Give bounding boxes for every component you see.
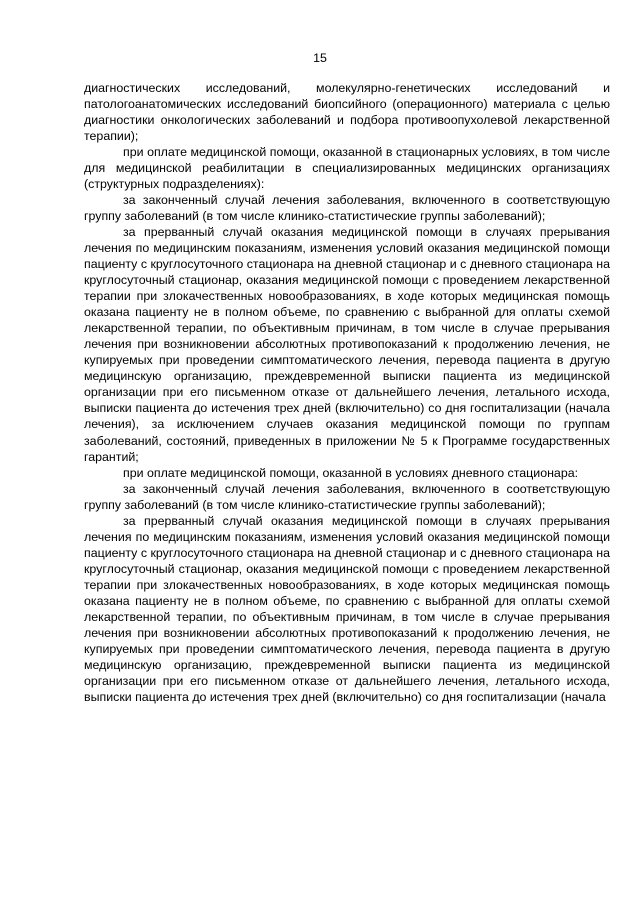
paragraph-inpatient-interrupted-case: за прерванный случай оказания медицинской помощи в случаях прерывания лечения по медицинским показаниям, изменения условий оказания медицинской помощи пациенту с круглосуточного стационара на дневной стационар и с дневного стационара на круглосуточный стационар, оказания медицинской помощи с проведением лекарственной терапии при злокачественных новообразованиях, в ходе которых медицинская помощь оказана пациенту не в полном объеме, по сравнению с выбранной для оплаты схемой лекарственной терапии, по объективным причинам, в том числе в случае прерывания лечения при возникновении абсолютных противопоказаний к продолжению лечения, не купируемых при проведении симптоматического лечения, перевода пациента в другую медицинскую организацию, преждевременной выписки пациента из медицинской организации при его письменном отказе от дальнейшего лечения, летального исхода, выписки пациента до истечения трех дней (включительно) со дня госпитализации (начала лечения), за исключением случаев оказания медицинской помощи по группам заболеваний, состояний, приведенных в приложении № 5 к Программе государственных гарантий; xyxy=(84,224,610,464)
paragraph-inpatient-completed-case: за законченный случай лечения заболевания, включенного в соответствующую группу заболеваний (в том числе клинико-статистические группы заболеваний); xyxy=(84,192,610,223)
paragraph-inpatient-payment: при оплате медицинской помощи, оказанной в стационарных условиях, в том числе для медицинской реабилитации в специализированных медицинских организациях (структурных подразделениях): xyxy=(84,144,610,191)
paragraph-day-hospital-completed-case: за законченный случай лечения заболевания, включенного в соответствующую группу заболеваний (в том числе клинико-статистические группы заболеваний); xyxy=(84,481,610,512)
paragraph-day-hospital-payment: при оплате медицинской помощи, оказанной в условиях дневного стационара: xyxy=(123,465,579,480)
page-number: 15 xyxy=(313,51,327,65)
paragraph-diagnostics-continuation: диагностических исследований, молекулярно-генетических исследований и патологоанатомических исследований биопсийного (операционного) материала с целью диагностики онкологических заболеваний и подбора противоопухолевой лекарственной терапии); xyxy=(84,80,610,143)
document-body xyxy=(84,80,610,706)
paragraph-day-hospital-interrupted-case: за прерванный случай оказания медицинской помощи в случаях прерывания лечения по медицинским показаниям, изменения условий оказания медицинской помощи пациенту с круглосуточного стационара на дневной стационар и с дневного стационара на круглосуточный стационар, оказания медицинской помощи с проведением лекарственной терапии при злокачественных новообразованиях, в ходе которых медицинская помощь оказана пациенту не в полном объеме, по сравнению с выбранной для оплаты схемой лекарственной терапии, по объективным причинам, в том числе в случае прерывания лечения при возникновении абсолютных противопоказаний к продолжению лечения, не купируемых при проведении симптоматического лечения, перевода пациента в другую медицинскую организацию, преждевременной выписки пациента из медицинской организации при его письменном отказе от дальнейшего лечения, летального исхода, выписки пациента до истечения трех дней (включительно) со дня госпитализации (начала xyxy=(84,513,610,705)
